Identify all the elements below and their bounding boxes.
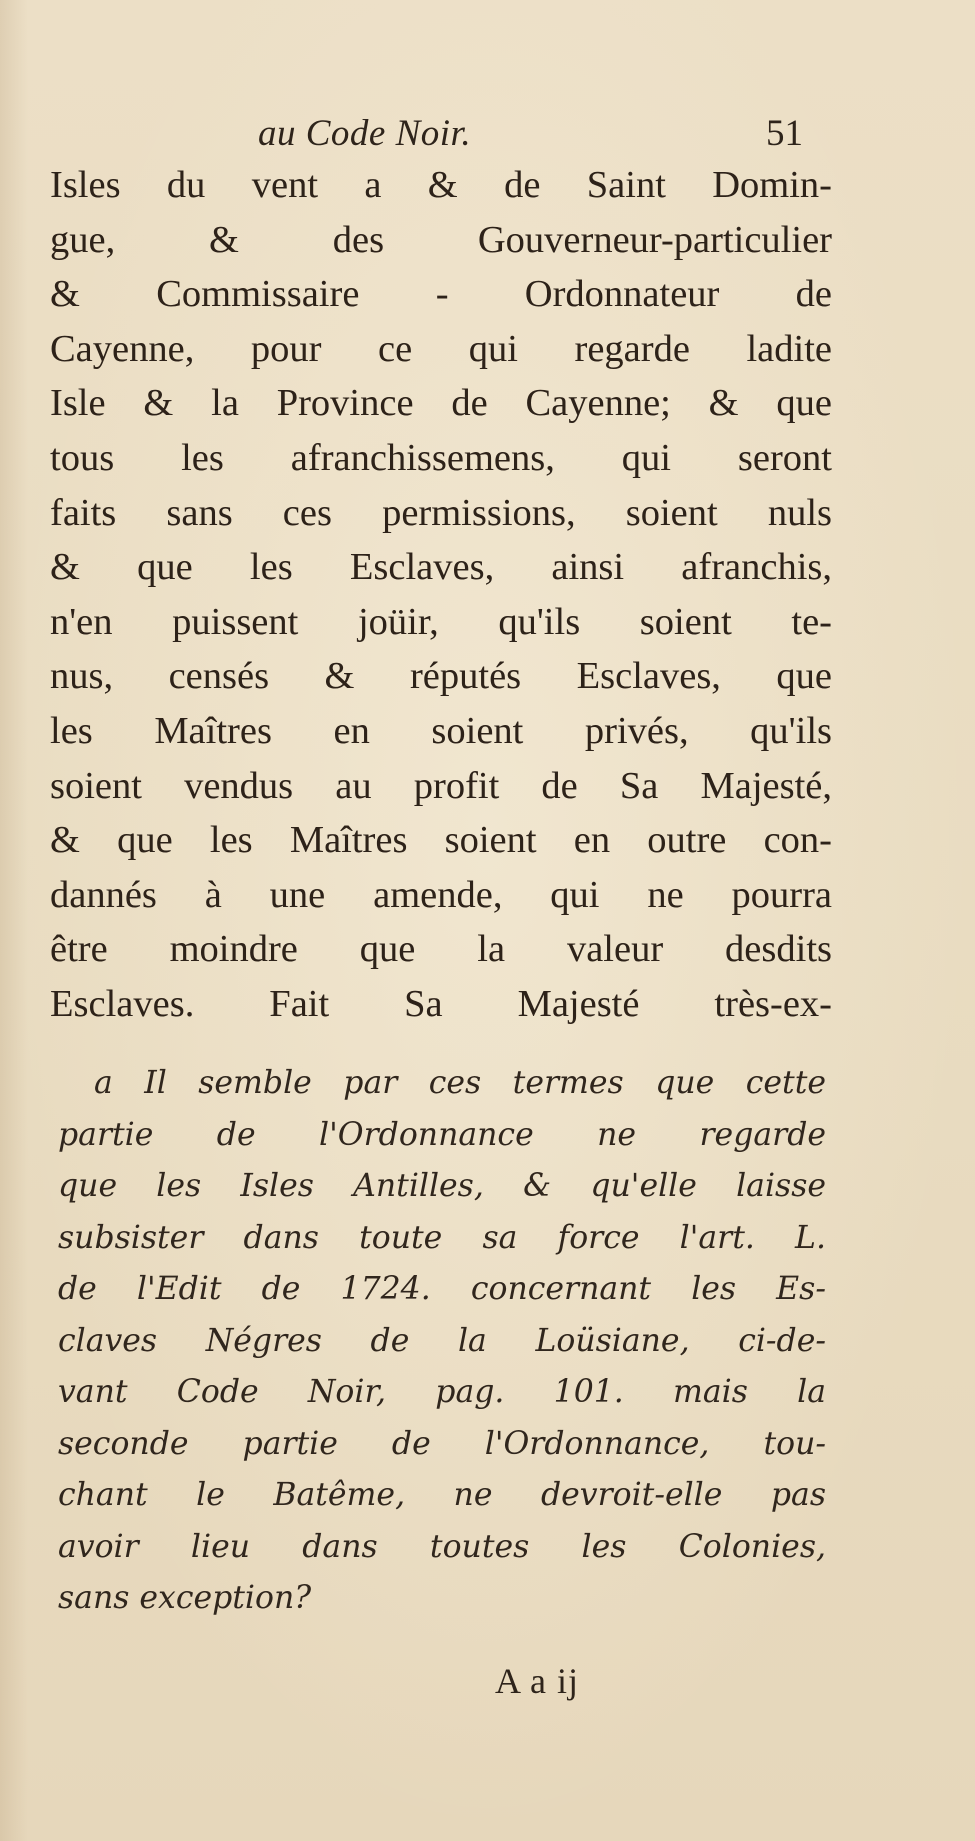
text-line: faits sans ces permissions, soient nuls	[50, 491, 832, 534]
text-line: Isle & la Province de Cayenne; & que	[50, 382, 832, 425]
footnote-line: vant Code Noir, pag. 101. mais la	[58, 1374, 826, 1410]
footnote	[58, 1058, 826, 1625]
text-line: & que les Maîtres soient en outre con-	[50, 819, 832, 862]
text-line: tous les afranchissemens, qui seront	[50, 436, 832, 479]
footnote-line: chant le Batême, ne devroit-elle pas	[58, 1477, 826, 1513]
text-line: Esclaves. Fait Sa Majesté très-ex-	[50, 982, 832, 1025]
text-line: soient vendus au profit de Sa Majesté,	[50, 764, 832, 807]
footnote-line: avoir lieu dans toutes les Colonies,	[58, 1528, 826, 1565]
text-line: les Maîtres en soient privés, qu'ils	[50, 709, 832, 752]
text-line: gue, & des Gouverneur-particulier	[50, 218, 832, 261]
main-text	[50, 158, 832, 1032]
footnote-line: que les Isles Antilles, & qu'elle laisse	[58, 1168, 826, 1204]
text-line: & Commissaire - Ordonnateur de	[50, 273, 832, 316]
text-line: Isles du vent a & de Saint Domin-	[50, 164, 832, 206]
text-line: être moindre que la valeur desdits	[50, 928, 832, 971]
footnote-line: sans exception?	[58, 1580, 312, 1616]
signature-mark: A a ij	[495, 1661, 579, 1701]
page-header	[0, 112, 975, 162]
text-line: nus, censés & réputés Esclaves, que	[50, 655, 832, 698]
footnote-line: a Il semble par ces termes que cette	[94, 1065, 826, 1101]
text-line: & que les Esclaves, ainsi afranchis,	[50, 546, 832, 589]
running-head: au Code Noir.	[258, 113, 472, 154]
footnote-line: seconde partie de l'Ordonnance, tou-	[58, 1425, 826, 1462]
footnote-line: subsister dans toute sa force l'art. L.	[58, 1219, 826, 1256]
footnote-line: partie de l'Ordonnance ne regarde	[58, 1116, 826, 1153]
text-line: n'en puissent joüir, qu'ils soient te-	[50, 600, 832, 643]
footnote-line: de l'Edit de 1724. concernant les Es-	[58, 1271, 826, 1307]
footnote-line: claves Négres de la Loüsiane, ci-de-	[58, 1322, 826, 1359]
page-number: 51	[766, 113, 803, 154]
text-line: Cayenne, pour ce qui regarde ladite	[50, 327, 832, 370]
text-line: dannés à une amende, qui ne pourra	[50, 873, 832, 916]
